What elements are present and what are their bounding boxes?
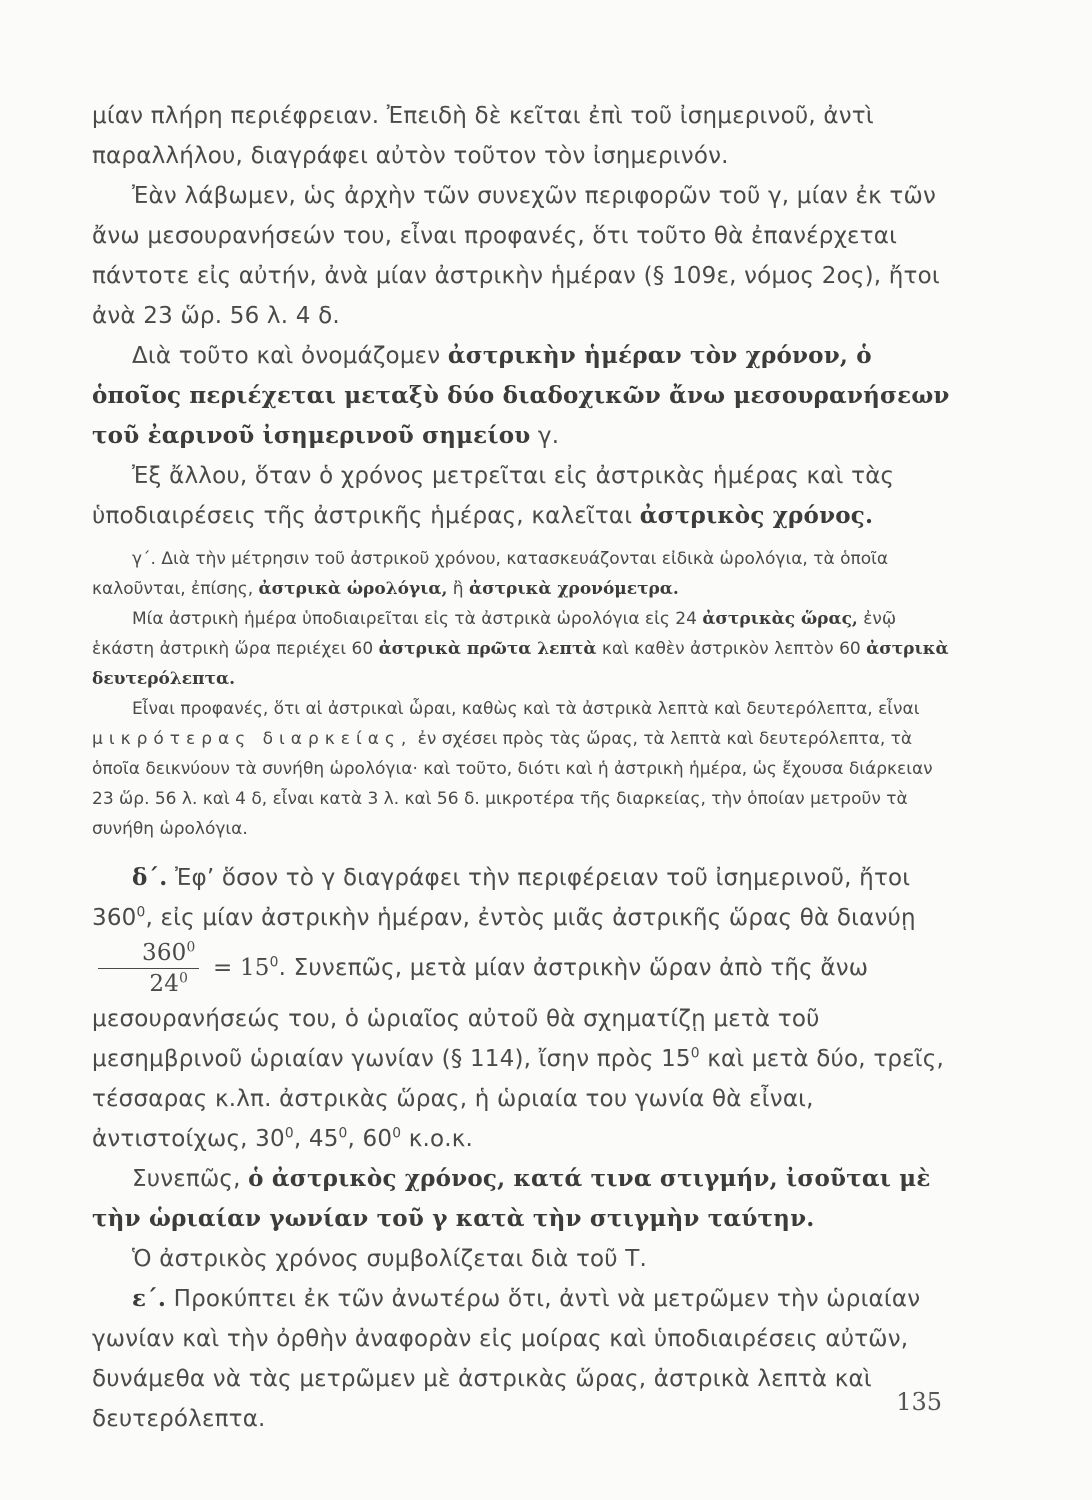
section-d-paragraph-1 <box>92 858 952 1159</box>
paragraph-4-start: Ἐξ ἄλλου, ὅταν ὁ χρόνος μετρεῖται εἰς ἀστρικὰς ἡμέρας καὶ τὰς ὑποδιαιρέσεις τῆς ἀστρικῆς ἡμέρας, καλεῖται <box>92 463 895 529</box>
section-g-paragraph-2 <box>92 604 952 694</box>
fraction-denominator <box>98 969 199 999</box>
fraction-numerator <box>98 938 199 969</box>
section-d-text-2: , εἰς μίαν ἀστρικὴν ἡμέραν, ἐντὸς μιᾶς ἀστρικῆς ὥρας θὰ διανύῃ <box>145 905 916 931</box>
section-d-text-8: κ.ο.κ. <box>401 1126 474 1152</box>
sidereal-time-equals-hour-angle: ὁ ἀστρικὸς χρόνος, κατά τινα στιγμήν, ἰσοῦται μὲ τὴν ὡριαίαν γωνίαν τοῦ γ κατὰ τὴν στιγμὴν ταύτην. <box>92 1165 931 1232</box>
fraction-360-over-24 <box>98 938 199 999</box>
section-g2-text-1: Μία ἀστρικὴ ἡμέρα ὑποδιαιρεῖται εἰς τὰ ἀστρικὰ ὡρολόγια εἰς 24 <box>132 609 703 629</box>
sidereal-clocks-term: ἀστρικὰ ὡρολόγια, <box>258 579 448 599</box>
degree-mark: 0 <box>136 904 146 921</box>
section-d-text-4: . Συνεπῶς, μετὰ μίαν ἀστρικὴν ὥραν ἀπὸ τῆς ἄνω μεσουρανήσεώς του, ὁ ὡριαῖος αὐτοῦ θὰ σχηματίζῃ μετὰ τοῦ μεσημβρινοῦ ὡριαίαν γωνίαν (§ 114), ἴσην πρὸς 15 <box>92 955 869 1072</box>
degree-mark: 0 <box>338 1125 348 1142</box>
section-d-text-5: καὶ μετὰ δύο, τρεῖς, τέσσαρας κ.λπ. ἀστρικὰς ὥρας, ἡ ὡριαία του γωνία θὰ εἶναι, ἀντιστοίχως, 30 <box>92 1046 945 1152</box>
section-g-text-2: ἢ <box>447 579 469 599</box>
denominator-value: 24 <box>149 971 180 997</box>
section-g-text-1: Διὰ τὴν μέτρησιν τοῦ ἀστρικοῦ χρόνου, κατασκευάζονται εἰδικὰ ὡρολόγια, τὰ ὁποῖα καλοῦνται, ἐπίσης, <box>92 549 889 599</box>
section-e-paragraph <box>92 1279 952 1439</box>
degree-mark: 0 <box>690 1045 700 1062</box>
section-e-label: ε΄. <box>132 1285 167 1312</box>
section-g3-text-1: Εἶναι προφανές, ὅτι αἱ ἀστρικαὶ ὧραι, καθὼς καὶ τὰ ἀστρικὰ λεπτὰ καὶ δευτερόλεπτα, εἶναι <box>132 699 920 719</box>
sidereal-minutes-term: ἀστρικὰ πρῶτα λεπτὰ <box>378 639 597 659</box>
section-g2-text-2: ἐνῷ ἑκάστη ἀστρικὴ ὥρα περιέχει 60 <box>92 609 897 659</box>
section-d-text-6: , 45 <box>293 1126 339 1152</box>
sidereal-hours-term: ἀστρικὰς ὥρας, <box>702 609 858 629</box>
section-d2-start: Συνεπῶς, <box>132 1166 249 1192</box>
sidereal-time-term: ἀστρικὸς χρόνος. <box>639 502 874 529</box>
paragraph-3-definition <box>92 336 952 456</box>
paragraph-1: μίαν πλήρη περιέφρειαν. Ἐπειδὴ δὲ κεῖται ἐπὶ τοῦ ἰσημερινοῦ, ἀντὶ παραλλήλου, διαγράφει αὐτὸν τοῦτον τὸν ἰσημερινόν. <box>92 103 874 169</box>
shorter-duration-emphasis: μικρότερας διαρκείας, <box>92 729 413 749</box>
paragraph-3-start: Διὰ τοῦτο καὶ ὀνομάζομεν <box>132 343 448 369</box>
section-d-paragraph-2 <box>92 1159 952 1239</box>
section-d-text-3: = 15 <box>205 955 270 981</box>
numerator-degree: 0 <box>186 939 196 956</box>
paragraph-3-end: γ. <box>530 423 560 449</box>
page-number: 135 <box>896 1388 942 1416</box>
section-d-text-1: Ἐφ’ ὅσον τὸ γ διαγράφει τὴν περιφέρειαν τοῦ ἰσημερινοῦ, ἤτοι 360 <box>92 865 911 931</box>
paragraph-4 <box>92 456 952 536</box>
denominator-degree: 0 <box>179 970 189 987</box>
degree-mark: 0 <box>284 1125 294 1142</box>
section-e-text: Προκύπτει ἐκ τῶν ἀνωτέρω ὅτι, ἀντὶ νὰ μετρῶμεν τὴν ὡριαίαν γωνίαν καὶ τὴν ὀρθὴν ἀναφορὰν εἰς μοίρας καὶ ὑποδιαιρέσεις αὐτῶν, δυνάμεθα νὰ τὰς μετρῶμεν μὲ ἀστρικὰς ὥρας, ἀστρικὰ λεπτὰ καὶ δευτερόλεπτα. <box>92 1286 921 1432</box>
section-g-paragraph-3 <box>92 694 952 844</box>
section-d-text-7: , 60 <box>347 1126 393 1152</box>
section-d-paragraph-3: Ὁ ἀστρικὸς χρόνος συμβολίζεται διὰ τοῦ Τ. <box>132 1246 648 1272</box>
degree-mark: 0 <box>392 1125 402 1142</box>
section-g2-text-3: καὶ καθὲν ἀστρικὸν λεπτὸν 60 <box>596 639 867 659</box>
sidereal-day-definition: ἀστρικὴν ἡμέραν τὸν χρόνον, ὁ ὁποῖος περιέχεται μεταξὺ δύο διαδοχικῶν ἄνω μεσουρανήσεων τοῦ ἐαρινοῦ ἰσημερινοῦ σημείου <box>92 342 950 449</box>
section-g-paragraph-1 <box>92 544 952 604</box>
sidereal-chronometers-term: ἀστρικὰ χρονόμετρα. <box>469 579 679 599</box>
numerator-value: 360 <box>142 940 187 966</box>
section-d-label: δ΄. <box>132 864 168 891</box>
degree-mark: 0 <box>269 954 279 971</box>
page-body <box>92 96 952 1439</box>
section-g3-text-2: ἐν σχέσει πρὸς τὰς ὥρας, τὰ λεπτὰ καὶ δευτερόλεπτα, τὰ ὁποῖα δεικνύουν τὰ συνήθη ὡρολόγια· καὶ τοῦτο, διότι καὶ ἡ ἀστρικὴ ἡμέρα, ὡς ἔχουσα διάρκειαν 23 ὥρ. 56 λ. καὶ 4 δ, εἶναι κατὰ 3 λ. καὶ 56 δ. μικροτέρα τῆς διαρκείας, τὴν ὁποίαν μετροῦν τὰ συνήθη ὡρολόγια. <box>92 729 933 839</box>
section-g-label: γ΄. <box>132 549 156 569</box>
sidereal-seconds-term: ἀστρικὰ δευτερόλεπτα. <box>92 639 949 689</box>
paragraph-2: Ἐὰν λάβωμεν, ὡς ἀρχὴν τῶν συνεχῶν περιφορῶν τοῦ γ, μίαν ἐκ τῶν ἄνω μεσουρανήσεών του, εἶναι προφανές, ὅτι τοῦτο θὰ ἐπανέρχεται πάντοτε εἰς αὐτήν, ἀνὰ μίαν ἀστρικὴν ἡμέραν (§ 109ε, νόμος 2ος), ἤτοι ἀνὰ 23 ὥρ. 56 λ. 4 δ. <box>92 183 940 329</box>
